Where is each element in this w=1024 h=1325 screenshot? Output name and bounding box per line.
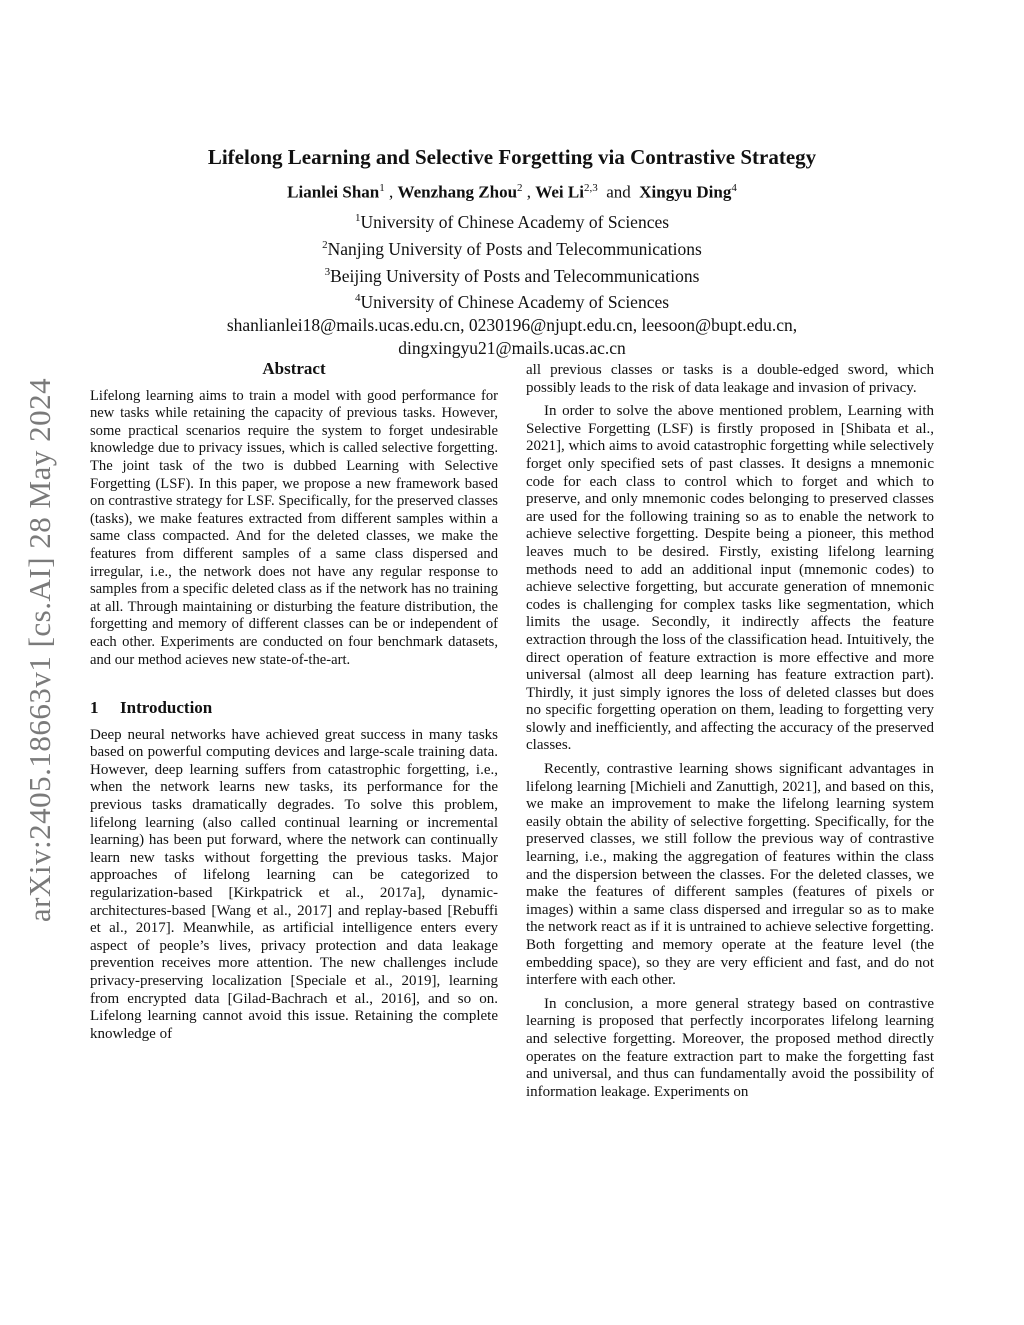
body-paragraph: In order to solve the above mentioned problem, Learning with Selective Forgetting (LSF) is firstly proposed in [Shibata et al., 2021], which aims to avoid catastrophic forgetting while selectively forget only specified sets of past classes. It designs a mnemonic code for each class to control which to forget and which to preserve, and only mnemonic codes belonging to preserved classes are used for the following training so as to enable the network to achieve selective forgetting. Despite being a pioneer, this method leaves much to be desired. Firstly, existing lifelong learning methods need to add an additional input (mnemonic codes) to achieve selective forgetting, but accurate generation of mnemonic codes is challenging for complex tasks like segmentation, which limits the usage. Secondly, it indirectly affects the feature extraction through the loss of the classification head. Intuitively, the direct operation of feature extraction is more effective and more universal (almost all deep learning has feature extraction part). Thirdly, it just simply ignores the loss of deleted classes but does no specific forgetting operation on them, leading to forgetting very slowly and inefficiently, and affecting the accuracy of the preserved classes. (526, 403, 934, 754)
abstract-heading: Abstract (262, 359, 326, 378)
body-paragraph: Recently, contrastive learning shows significant advantages in lifelong learning [Michieli and Zanuttigh, 2021], and based on this, we make an improvement to make the lifelong learning system easily obtain the ability of selective forgetting. Specifically, for the preserved classes, we still follow the previous way of contrastive learning, i.e., making the aggregation of features within the class and the dispersion between the classes. For the deleted classes, we make the features of different samples (features of pixels or images) within a same class dispersed and irregular so as to make the network react as if it is untrained to achieve selective forgetting. Both forgetting and memory operate at the feature level (the embedding space), so they are very efficient and fast, and do not interfere with each other. (526, 761, 934, 989)
right-column (526, 362, 934, 1101)
affiliation-text: Nanjing University of Posts and Telecommunications (327, 238, 702, 259)
author-separator: , (389, 182, 394, 202)
author-sup: 2 (517, 182, 523, 194)
author-and: and (606, 182, 631, 202)
author-list (0, 182, 1024, 203)
affiliation-block (0, 207, 1024, 360)
affiliation (0, 261, 1024, 288)
arxiv-stamp-text: arXiv:2405.18663v1 [cs.AI] 28 May 2024 (22, 377, 58, 923)
body-paragraph: In conclusion, a more general strategy based on contrastive learning is proposed that perfectly incorporates lifelong learning and selective forgetting. Moreover, the proposed method directly operates on the feature extraction part to make the forgetting fast and universal, and thus can fundamentally avoid the possibility of information leakage. Experiments on (526, 995, 934, 1100)
email-line: shanlianlei18@mails.ucas.edu.cn, 0230196@njupt.edu.cn, leesoon@bupt.edu.cn, (226, 315, 798, 336)
affiliation (0, 207, 1024, 234)
email-line: dingxingyu21@mails.ucas.ac.cn (398, 338, 626, 359)
author-separator: , (526, 182, 532, 202)
paper-title: Lifelong Learning and Selective Forgetting via Contrastive Strategy (207, 145, 817, 169)
affiliation (0, 287, 1024, 314)
author-name: Wei Li (535, 182, 584, 202)
author-name: Wenzhang Zhou (397, 182, 518, 202)
body-paragraph: all previous classes or tasks is a double-edged sword, which possibly leads to the risk of data leakage and invasion of privacy. (526, 362, 934, 396)
author-sup: 4 (731, 182, 737, 194)
author-sup: 1 (379, 182, 385, 194)
affiliation-sup: 4 (354, 292, 361, 305)
affiliation-text: University of Chinese Academy of Sciences (360, 211, 670, 232)
affiliation-text: University of Chinese Academy of Sciences (360, 292, 670, 313)
section-title: Introduction (120, 698, 213, 718)
affiliation-sup: 3 (324, 265, 331, 278)
intro-paragraph: Deep neural networks have achieved great success in many tasks based on powerful computing devices and large-scale training data. However, deep learning suffers from catastrophic forgetting, i.e., when the network learns new tasks, its performance for the previous tasks dramatically degrades. To solve this problem, lifelong learning (also called continual learning or incremental learning) has been put forward, where the network can continually learn new tasks without forgetting the previous tasks. Major approaches of lifelong learning can be categorized to regularization-based [Kirkpatrick et al., 2017a], dynamic-architectures-based [Wang et al., 2017] and replay-based [Rebuffi et al., 2017]. Meanwhile, as artificial intelligence enters every aspect of people’s lives, privacy protection and data leakage prevention receives more attention. The new challenges include privacy-preserving localization [Speciale et al., 2019], learning from encrypted data [Gilad-Bachrach et al., 2016], and so on. Lifelong learning cannot avoid this issue. Retaining the complete knowledge of (90, 726, 498, 1042)
left-column (90, 360, 498, 1043)
section-number: 1 (90, 698, 99, 718)
author-sup: 2,3 (583, 182, 598, 194)
section-heading (90, 699, 498, 717)
author-name: Lianlei Shan (287, 182, 380, 202)
author-name: Xingyu Ding (639, 182, 732, 202)
affiliation-sup: 1 (354, 212, 361, 224)
affiliation (0, 234, 1024, 261)
abstract-text: Lifelong learning aims to train a model with good performance for new tasks while retaining the capacity of previous tasks. However, some practical scenarios require the system to forget undesirable knowledge due to privacy issues, which is called selective forgetting. The joint task of the two is dubbed Learning with Selective Forgetting (LSF). In this paper, we propose a new framework based on contrastive strategy for LSF. Specifically, for the preserved classes (tasks), we make features extracted from different samples within a same class compacted. And for the deleted classes, we make the features from different samples of a same class dispersed and irregular, i.e., the network does not have any regular response to samples from a specific deleted class as if the network has no training at all. Through maintaining or disturbing the feature distribution, the forgetting and memory of different classes can be or independent of each other. Experiments are conducted on four benchmark datasets, and our method acieves new state-of-the-art. (90, 387, 498, 668)
affiliation-sup: 2 (322, 238, 328, 251)
affiliation-text: Beijing University of Posts and Telecommunications (330, 265, 700, 286)
arxiv-stamp (12, 350, 68, 950)
